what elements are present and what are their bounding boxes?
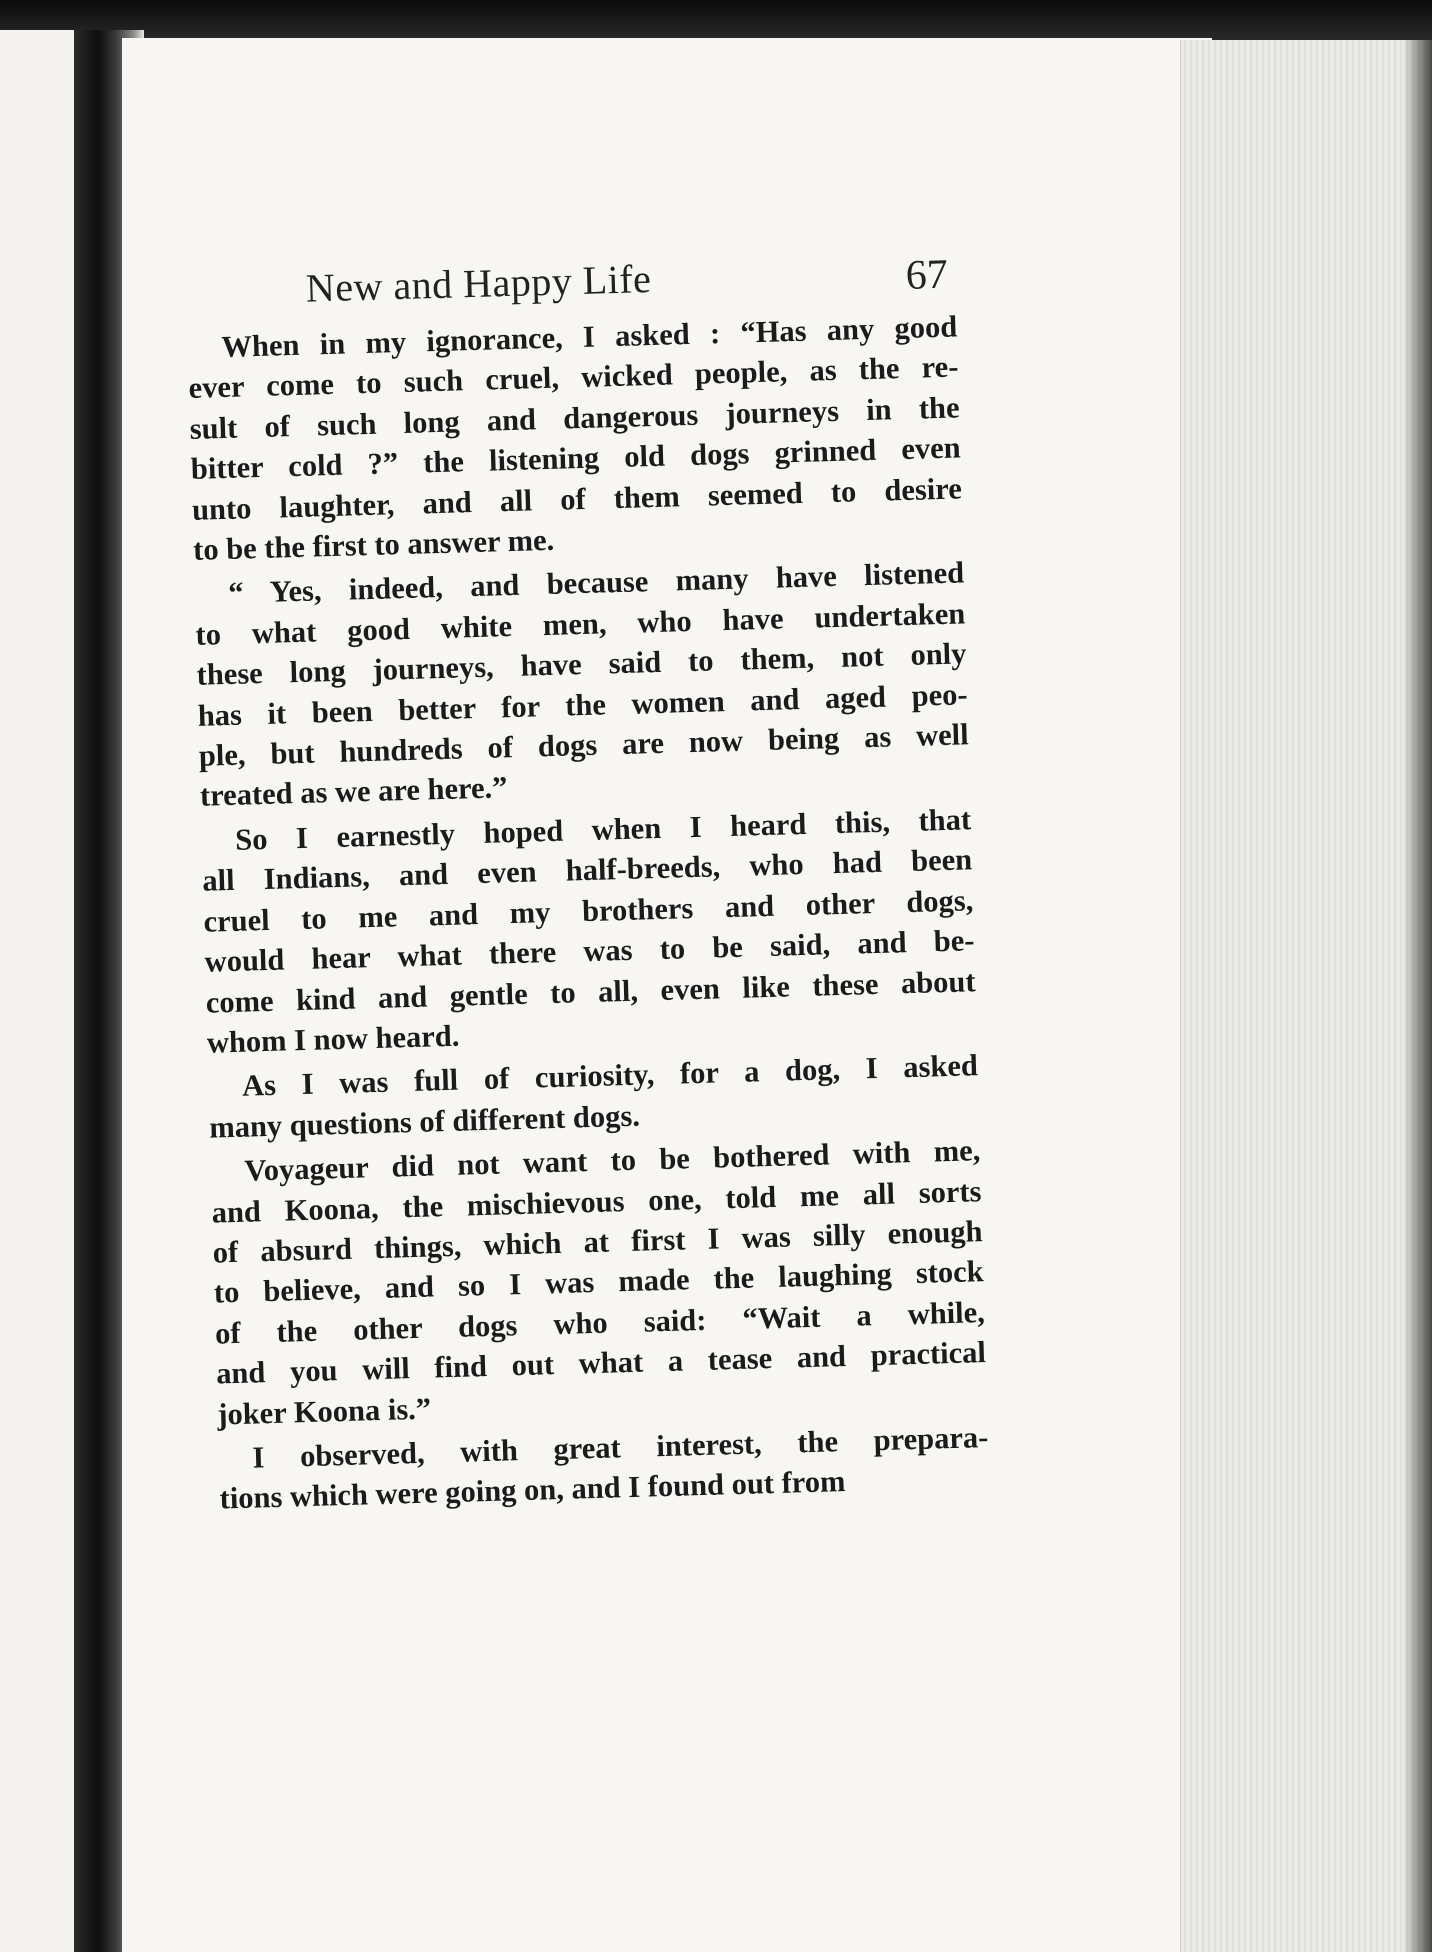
paragraph [210, 1130, 988, 1434]
text-line: joker Koona is.” [216, 1391, 432, 1432]
text-line: and Koona, the mischievous one, told me all sorts [211, 1173, 982, 1230]
text-line: cruel to me and my brothers and other dogs, [203, 882, 974, 939]
page-number: 67 [905, 251, 949, 299]
scan-background-top [0, 0, 1432, 40]
text-line: unto laughter, and all of them seemed to desire [191, 471, 963, 527]
text-line: would hear what there was to be said, and be- [204, 923, 975, 979]
text-line: bitter cold ?” the listening old dogs grinned even [190, 430, 962, 487]
text-line: and you will find out what a tease and practical [215, 1335, 987, 1391]
text-line: I observed, with great interest, the prepara- [252, 1420, 989, 1475]
running-title: New and Happy Life [305, 255, 652, 311]
text-line: of absurd things, which at first I was silly enough [212, 1214, 983, 1270]
text-line: tions which were going on, and I found out from [219, 1464, 846, 1516]
paragraph [201, 799, 977, 1063]
paragraph [208, 1045, 980, 1147]
text-line: As I was full of curiosity, for a dog, I asked [241, 1048, 979, 1104]
paragraph [187, 306, 963, 570]
text-line: ple, but hundreds of dogs are now being as well [198, 717, 970, 773]
text-line: whom I now heard. [206, 1018, 460, 1060]
paragraph [218, 1417, 990, 1519]
text-line: all Indians, and even half-breeds, who had been [201, 842, 973, 899]
page-edges [1180, 40, 1432, 1952]
body-text [187, 306, 990, 1519]
text-line: come kind and gentle to all, even like these about [205, 963, 976, 1020]
paragraph [194, 553, 970, 817]
text-line: treated as we are here.” [199, 770, 508, 814]
text-line: these long journeys, have said to them, not only [196, 636, 967, 693]
page-text-block [185, 237, 990, 1524]
text-line: ever come to such cruel, wicked people, as the re- [188, 349, 959, 406]
text-line: “ Yes, indeed, and because many have listened [227, 555, 965, 611]
text-line: has it been better for the women and aged peo- [197, 676, 968, 733]
text-line: When in my ignorance, I asked : “Has any good [221, 309, 958, 365]
text-line: to believe, and so I was made the laughing stock [213, 1254, 985, 1310]
text-line: So I earnestly hoped when I heard this, that [234, 802, 972, 857]
text-line: Voyageur did not want to be bothered with me, [244, 1133, 981, 1188]
text-line: to be the first to answer me. [192, 522, 555, 567]
text-line: sult of such long and dangerous journeys in the [189, 390, 960, 446]
text-line: of the other dogs who said: “Wait a while, [214, 1294, 986, 1351]
text-line: to what good white men, who have undertaken [195, 596, 966, 652]
text-line: many questions of different dogs. [208, 1098, 641, 1145]
